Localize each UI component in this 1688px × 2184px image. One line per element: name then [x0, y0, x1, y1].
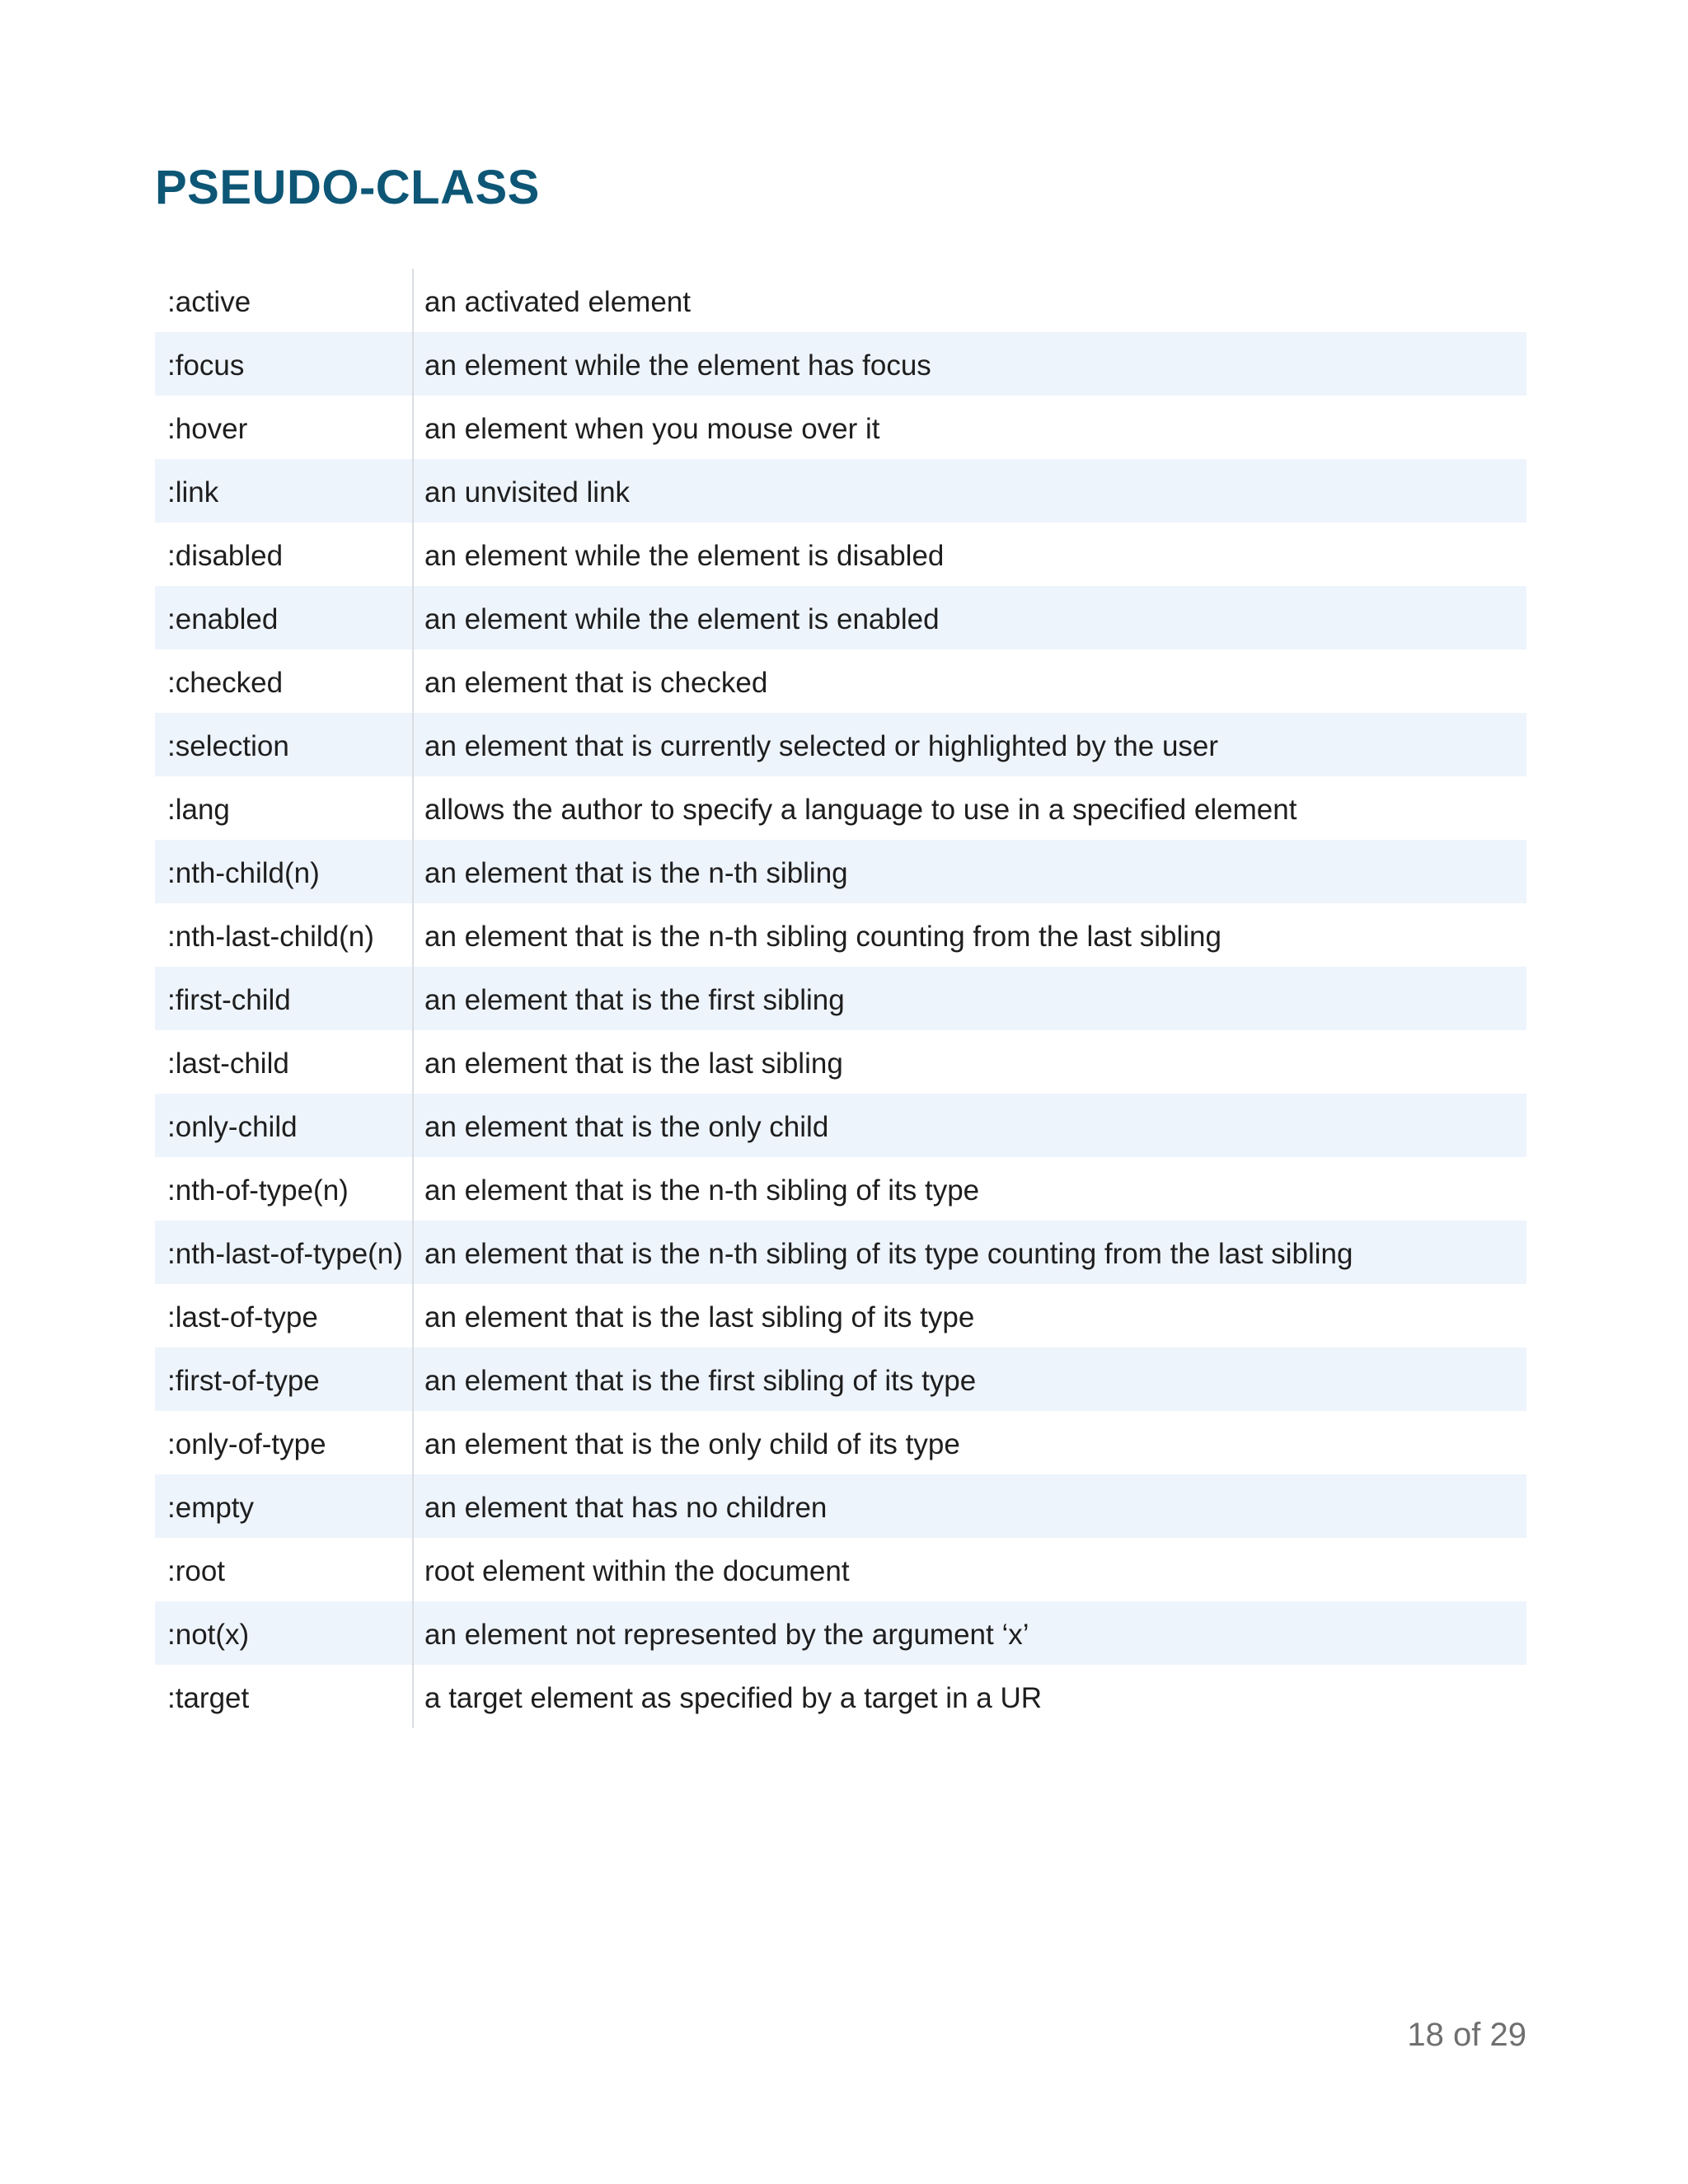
table-row: [155, 1094, 1526, 1157]
description-cell: an element that is the n-th sibling: [413, 840, 1526, 903]
description-cell: an activated element: [424, 286, 691, 318]
selector-cell: :first-of-type: [155, 1347, 413, 1411]
table-row: [155, 713, 1526, 776]
selector-cell: :active: [155, 269, 413, 332]
description-cell: an element while the element has focus: [413, 332, 1526, 396]
page-title: PSEUDO-CLASS: [155, 161, 540, 214]
table-row: [155, 776, 1526, 840]
table-row: [155, 396, 1526, 459]
description-cell: an element when you mouse over it: [424, 413, 880, 445]
description-cell: allows the author to specify a language to use in a specified element: [424, 794, 1297, 826]
selector-cell: :lang: [155, 776, 413, 840]
table-row: [155, 269, 1526, 332]
selector-cell: :last-child: [155, 1030, 413, 1094]
selector-cell: :target: [155, 1665, 413, 1728]
pseudo-class-table: [155, 269, 1526, 1728]
table-row: [155, 1284, 1526, 1347]
description-cell: an element that is checked: [424, 667, 768, 699]
description-cell: an element that is the last sibling: [424, 1047, 843, 1080]
selector-cell: :focus: [155, 332, 413, 396]
selector-cell: :disabled: [155, 523, 413, 586]
table-row: [155, 903, 1526, 967]
description-cell: an element that is the n-th sibling of its type: [424, 1174, 980, 1207]
selector-cell: :last-of-type: [155, 1284, 413, 1347]
table-row: [155, 586, 1526, 649]
table-row: [155, 649, 1526, 713]
table-row: [155, 1411, 1526, 1474]
selector-cell: :checked: [155, 649, 413, 713]
selector-cell: :enabled: [155, 586, 413, 649]
selector-cell: :empty: [155, 1474, 413, 1538]
description-cell: an element that is the only child of its type: [424, 1428, 960, 1460]
table-row: [155, 1221, 1526, 1284]
description-cell: an element while the element is enabled: [413, 586, 1526, 649]
selector-cell: :not(x): [155, 1601, 413, 1665]
description-cell: an element that is the last sibling of its type: [424, 1301, 975, 1333]
table-row: [155, 332, 1526, 396]
description-cell: an unvisited link: [413, 459, 1526, 523]
description-cell: root element within the document: [424, 1555, 850, 1587]
selector-cell: :nth-last-of-type(n): [155, 1221, 413, 1284]
selector-cell: :link: [155, 459, 413, 523]
description-cell: an element that has no children: [413, 1474, 1526, 1538]
description-cell: an element that is the n-th sibling counting from the last sibling: [424, 921, 1221, 953]
selector-cell: :first-child: [155, 967, 413, 1030]
selector-cell: :nth-of-type(n): [155, 1157, 413, 1221]
table-row: [155, 1030, 1526, 1094]
table-row: [155, 1601, 1526, 1665]
selector-cell: :nth-last-child(n): [155, 903, 413, 967]
selector-cell: :only-of-type: [155, 1411, 413, 1474]
selector-cell: :nth-child(n): [155, 840, 413, 903]
description-cell: an element that is currently selected or highlighted by the user: [413, 713, 1526, 776]
selector-cell: :root: [155, 1538, 413, 1601]
table-row: [155, 967, 1526, 1030]
description-cell: an element while the element is disabled: [424, 540, 945, 572]
description-cell: an element not represented by the argument ‘x’: [413, 1601, 1526, 1665]
table-row: [155, 1347, 1526, 1411]
page-number: 18 of 29: [1407, 2017, 1526, 2053]
table-row: [155, 1665, 1526, 1728]
table-row: [155, 523, 1526, 586]
table-row: [155, 840, 1526, 903]
selector-cell: :only-child: [155, 1094, 413, 1157]
table-row: [155, 1157, 1526, 1221]
description-cell: an element that is the only child: [413, 1094, 1526, 1157]
table-row: [155, 459, 1526, 523]
selector-cell: :hover: [155, 396, 413, 459]
description-cell: a target element as specified by a target in a UR: [424, 1682, 1043, 1714]
description-cell: an element that is the first sibling of its type: [413, 1347, 1526, 1411]
table-row: [155, 1538, 1526, 1601]
description-cell: an element that is the n-th sibling of its type counting from the last sibling: [413, 1221, 1526, 1284]
table-row: [155, 1474, 1526, 1538]
description-cell: an element that is the first sibling: [413, 967, 1526, 1030]
selector-cell: :selection: [155, 713, 413, 776]
